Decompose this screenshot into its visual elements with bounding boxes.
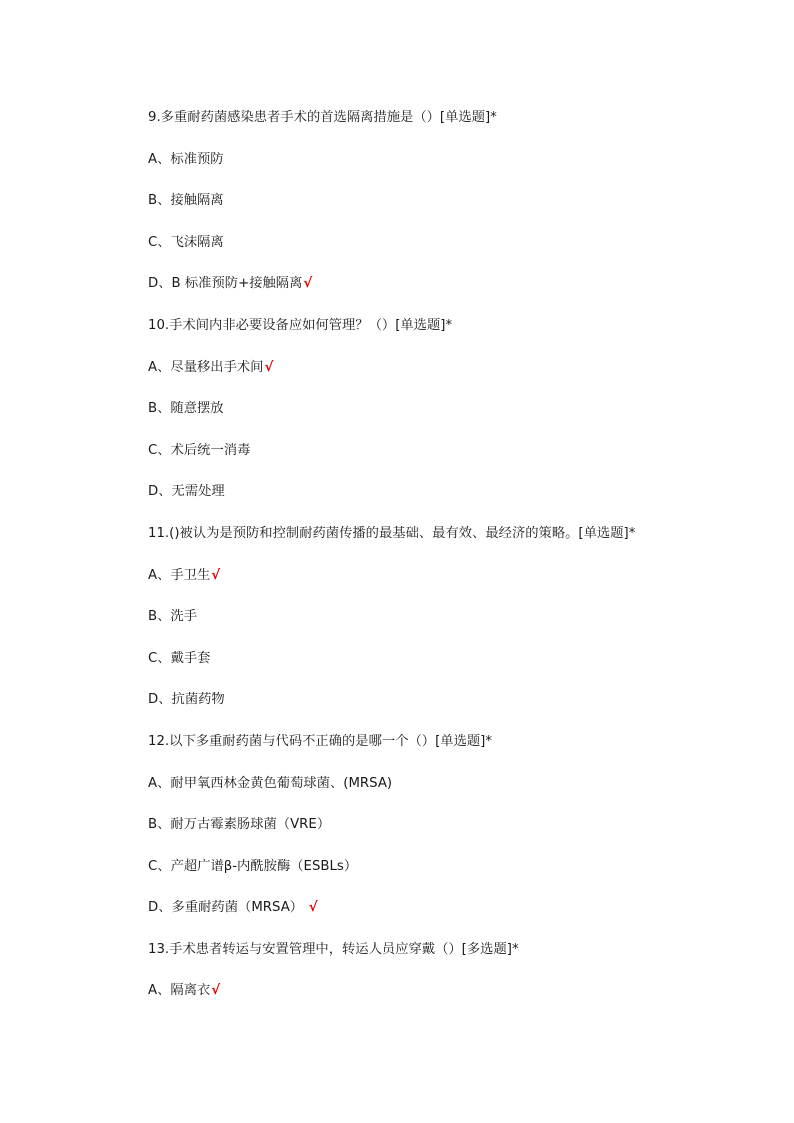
option-text: C、产超广谱β-内酰胺酶（ESBLs）	[148, 858, 358, 874]
check-mark: √	[211, 983, 221, 999]
option-item	[148, 607, 748, 649]
stem-text: 11.()被认为是预防和控制耐药菌传播的最基础、最有效、最经济的策略。[单选题]*	[148, 525, 636, 541]
option-text: D、抗菌药物	[148, 692, 225, 708]
option-text: C、术后统一消毒	[148, 442, 251, 458]
stem-text: 9.多重耐药菌感染患者手术的首选隔离措施是（）[单选题]*	[148, 110, 497, 125]
option-text: D、多重耐药菌（MRSA）	[148, 900, 304, 916]
option-item	[148, 399, 748, 441]
check-mark: √	[264, 359, 274, 375]
question-stem	[148, 108, 748, 150]
stem-text: 10.手术间内非必要设备应如何管理？（）[单选题]*	[148, 317, 453, 333]
option-text: A、标准预防	[148, 151, 224, 167]
option-item	[148, 690, 748, 732]
option-text: C、飞沫隔离	[148, 234, 224, 250]
option-item	[148, 981, 748, 1023]
option-text: A、手卫生	[148, 567, 211, 583]
option-item	[148, 774, 748, 816]
option-item	[148, 274, 748, 316]
option-text: B、耐万古霉素肠球菌（VRE）	[148, 817, 331, 833]
option-item	[148, 358, 748, 400]
option-item	[148, 441, 748, 483]
document-page	[148, 108, 748, 1023]
question-stem	[148, 732, 748, 774]
check-mark: √	[303, 276, 313, 292]
option-text: A、尽量移出手术间	[148, 359, 264, 375]
stem-text: 13.手术患者转运与安置管理中，转运人员应穿戴（）[多选题]*	[148, 941, 519, 957]
option-text: B、接触隔离	[148, 193, 224, 209]
option-item	[148, 150, 748, 192]
question-stem	[148, 316, 748, 358]
option-item	[148, 857, 748, 899]
option-item	[148, 566, 748, 608]
option-item	[148, 191, 748, 233]
option-item	[148, 898, 748, 940]
option-item	[148, 233, 748, 275]
option-text: D、B 标准预防+接触隔离	[148, 276, 303, 292]
check-mark: √	[304, 900, 318, 916]
option-text: D、无需处理	[148, 484, 225, 500]
question-stem	[148, 524, 748, 566]
option-text: A、耐甲氧西林金黄色葡萄球菌、(MRSA)	[148, 775, 393, 791]
option-text: B、随意摆放	[148, 401, 224, 417]
option-item	[148, 482, 748, 524]
option-item	[148, 815, 748, 857]
option-text: B、洗手	[148, 609, 198, 625]
option-text: A、隔离衣	[148, 983, 211, 999]
option-item	[148, 649, 748, 691]
stem-text: 12.以下多重耐药菌与代码不正确的是哪一个（）[单选题]*	[148, 733, 492, 749]
check-mark: √	[211, 567, 221, 583]
question-stem	[148, 940, 748, 982]
option-text: C、戴手套	[148, 650, 211, 666]
